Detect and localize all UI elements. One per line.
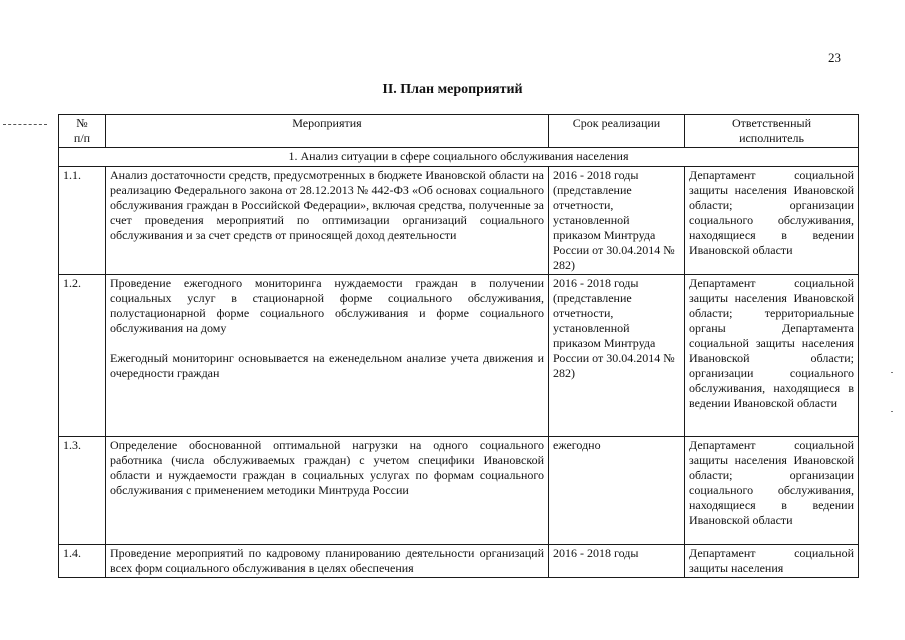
page-number: 23 — [828, 50, 841, 65]
row-responsible: Департамент социальной защиты населения — [685, 545, 859, 578]
row-number: 1.4. — [59, 545, 106, 578]
header-num — [59, 115, 106, 148]
row-description — [106, 437, 549, 545]
header-event: Мероприятия — [106, 115, 549, 148]
description-paragraph: Проведение ежегодного мониторинга нуждаемости граждан в получении социальных услуг в стационарной форме социального обслуживания, полустационарной форме социального обслуживания и форме социального обслуживания на дому — [110, 276, 544, 335]
row-description — [106, 275, 549, 437]
table-row — [59, 167, 859, 275]
paragraph-gap — [110, 336, 544, 351]
header-term: Срок реализации — [549, 115, 685, 148]
section-row — [59, 148, 859, 167]
section-heading: 1. Анализ ситуации в сфере социального обслуживания населения — [59, 148, 859, 167]
plan-table — [58, 114, 859, 578]
table-header-row — [59, 115, 859, 148]
row-number: 1.1. — [59, 167, 106, 275]
description-paragraph: Проведение мероприятий по кадровому планированию деятельности организаций всех форм социального обслуживания в целях обеспечения — [110, 546, 544, 575]
row-description — [106, 167, 549, 275]
row-description — [106, 545, 549, 578]
section-title: II. План мероприятий — [382, 82, 523, 97]
row-number: 1.2. — [59, 275, 106, 437]
table-row — [59, 275, 859, 437]
row-term: 2016 - 2018 годы (представление отчетности, установленной приказом Минтруда России от 30.04.2014 № 282) — [549, 167, 685, 275]
header-responsible-line1: Ответственный — [731, 116, 812, 130]
header-responsible — [685, 115, 859, 148]
row-number: 1.3. — [59, 437, 106, 545]
header-num-line2: п/п — [73, 131, 91, 145]
header-responsible-line2: исполнитель — [739, 131, 804, 145]
description-paragraph: Анализ достаточности средств, предусмотренных в бюджете Ивановской области на реализацию Федерального закона от 28.12.2013 № 442-ФЗ «Об основах социального обслуживания граждан в Российской Федерации», включая средства, полученные за счет проведения мероприятий по оптимизации организаций социального обслуживания и за счет средств от приносящей доход деятельности — [110, 168, 544, 242]
row-responsible: Департамент социальной защиты населения Ивановской области; организации социального обслуживания, находящиеся в ведении Ивановской области — [685, 167, 859, 275]
header-num-line1: № — [76, 116, 88, 130]
margin-tick — [891, 372, 893, 373]
row-term: 2016 - 2018 годы (представление отчетности, установленной приказом Минтруда России от 30.04.2014 № 282) — [549, 275, 685, 437]
row-responsible: Департамент социальной защиты населения Ивановской области; территориальные органы Департамента социальной защиты населения Ивановской области; организации социального обслуживания, находящиеся в ведении Ивановской области — [685, 275, 859, 437]
margin-mark — [3, 124, 47, 125]
table-row — [59, 545, 859, 578]
table-row — [59, 437, 859, 545]
description-paragraph: Определение обоснованной оптимальной нагрузки на одного социального работника (числа обслуживаемых граждан) с учетом специфики Ивановской области и нуждаемости граждан в социальных услугах по формам социального обслуживания с применением методики Минтруда России — [110, 438, 544, 497]
row-term: 2016 - 2018 годы — [549, 545, 685, 578]
margin-tick — [891, 411, 893, 412]
description-paragraph: Ежегодный мониторинг основывается на еженедельном анализе учета движения и очередности граждан — [110, 351, 544, 380]
row-term: ежегодно — [549, 437, 685, 545]
row-responsible: Департамент социальной защиты населения Ивановской области; организации социального обслуживания, находящиеся в ведении Ивановской области — [685, 437, 859, 545]
